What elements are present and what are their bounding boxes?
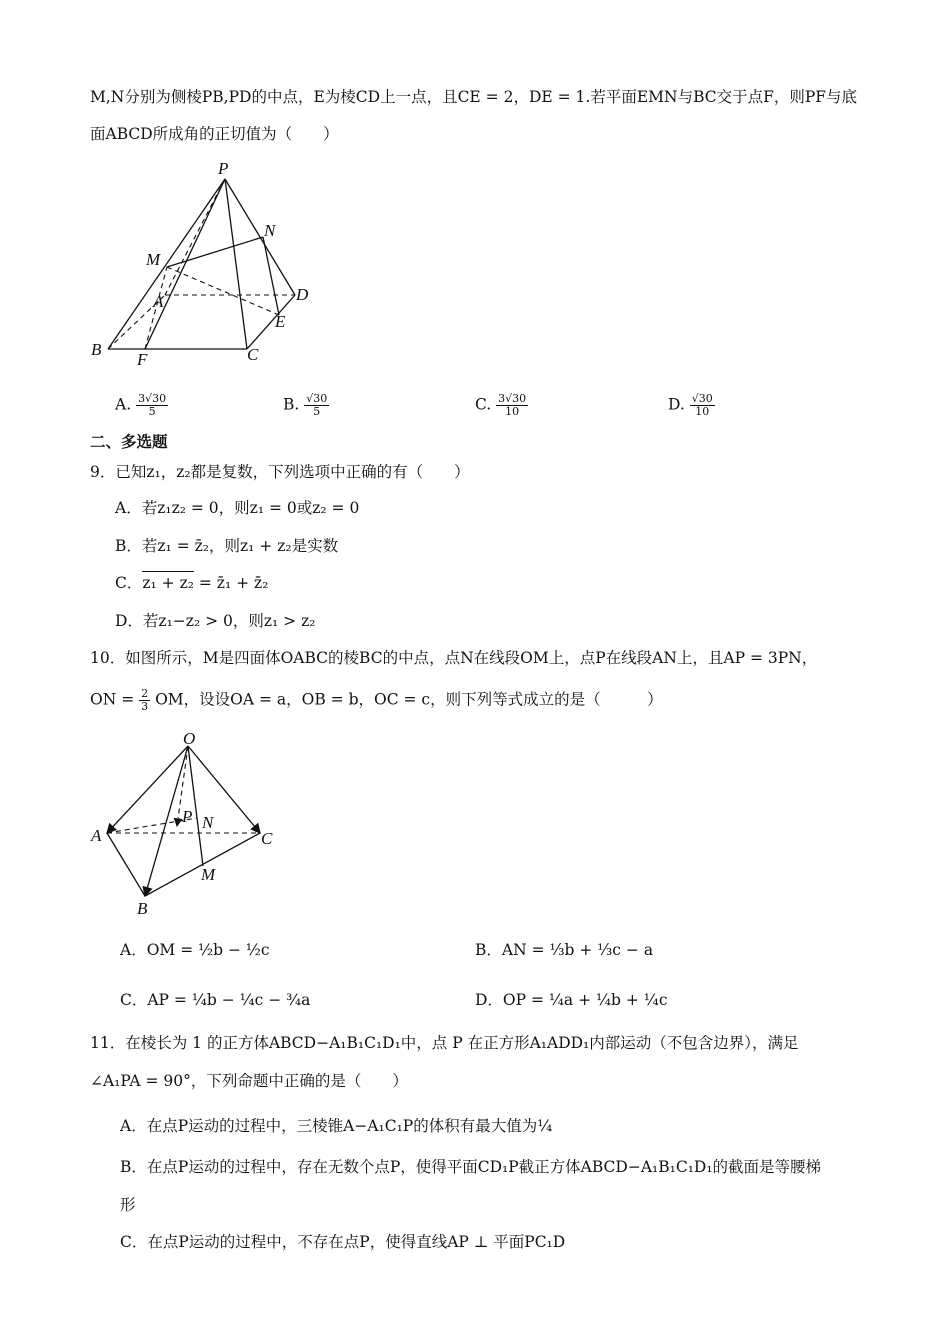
label-F: F bbox=[137, 350, 148, 369]
label-A: A bbox=[153, 292, 164, 311]
label-M2: M bbox=[201, 865, 216, 884]
label-B2: B bbox=[137, 899, 148, 918]
q10-option-c[interactable]: C．AP = ¼b − ¼c − ¾a bbox=[120, 991, 311, 1009]
q8-text-line2: 面ABCD所成角的正切值为（ ） bbox=[90, 125, 339, 143]
label-C2: C bbox=[261, 829, 273, 848]
q9-option-d[interactable]: D．若z₁−z₂ > 0，则z₁ > z₂ bbox=[115, 612, 316, 630]
pyramid-figure bbox=[85, 155, 335, 375]
q10-text-line1: 10．如图所示，M是四面体OABC的棱BC的中点，点N在线段OM上，点P在线段AN上，且AP = 3PN， bbox=[90, 649, 818, 667]
q11-text-line1: 11．在棱长为 1 的正方体ABCD−A₁B₁C₁D₁中，点 P 在正方形A₁ADD₁内部运动（不包含边界），满足 bbox=[90, 1034, 799, 1052]
label-N2: N bbox=[202, 813, 214, 832]
q8-option-c[interactable]: C. $\frac{3√30}{10}$ bbox=[475, 392, 527, 418]
label-N: N bbox=[264, 221, 276, 240]
label-P2: P bbox=[182, 807, 193, 826]
q8-option-b[interactable]: B. $\frac{√30}{5}$ bbox=[283, 392, 328, 418]
q10-option-b[interactable]: B．AN = ⅓b + ⅓c − a bbox=[475, 941, 654, 959]
label-O: O bbox=[183, 729, 196, 748]
label-M: M bbox=[146, 250, 161, 269]
q9-option-b[interactable]: B．若z₁ = z̄₂，则z₁ + z₂是实数 bbox=[115, 537, 339, 555]
tetrahedron-figure bbox=[85, 728, 295, 923]
q11-option-b-cont: 形 bbox=[120, 1196, 136, 1214]
label-A2: A bbox=[91, 826, 102, 845]
label-B: B bbox=[91, 340, 102, 359]
q9-option-a[interactable]: A．若z₁z₂ = 0，则z₁ = 0或z₂ = 0 bbox=[115, 499, 360, 517]
section-title-multi-choice: 二、多选题 bbox=[90, 433, 168, 451]
label-E: E bbox=[275, 312, 286, 331]
q11-option-b[interactable]: B．在点P运动的过程中，存在无数个点P，使得平面CD₁P截正方体ABCD−A₁B₁C₁D₁的截面是等腰梯 bbox=[120, 1158, 822, 1176]
q11-option-a[interactable]: A．在点P运动的过程中，三棱锥A−A₁C₁P的体积有最大值为¼ bbox=[120, 1117, 553, 1135]
label-P: P bbox=[218, 159, 229, 178]
q11-option-c[interactable]: C．在点P运动的过程中，不存在点P，使得直线AP ⊥ 平面PC₁D bbox=[120, 1233, 566, 1251]
label-D: D bbox=[296, 285, 309, 304]
q8-text-line1: M,N分别为侧棱PB,PD的中点，E为棱CD上一点，且CE = 2，DE = 1.若平面EMN与BC交于点F，则PF与底 bbox=[90, 88, 858, 106]
q10-option-d[interactable]: D．OP = ¼a + ¼b + ¼c bbox=[475, 991, 668, 1009]
conjugate-bar bbox=[142, 571, 194, 572]
q10-text-line2: ON = $\frac{2}{3}$ OM，设设OA = a，OB = b，OC = c，则下列等式成立的是（ ） bbox=[90, 687, 663, 713]
q8-option-a[interactable]: A. $\frac{3√30}{5}$ bbox=[115, 392, 167, 418]
label-C: C bbox=[247, 345, 259, 364]
q10-option-a[interactable]: A．OM = ½b − ½c bbox=[120, 941, 270, 959]
q9-stem: 9．已知z₁，z₂都是复数，下列选项中正确的有（ ） bbox=[90, 463, 470, 481]
q11-text-line2: ∠A₁PA = 90°，下列命题中正确的是（ ） bbox=[90, 1072, 408, 1090]
q9-option-c[interactable]: C．z₁ + z₂ = z̄₁ + z̄₂ bbox=[115, 574, 269, 592]
q8-option-d[interactable]: D. $\frac{√30}{10}$ bbox=[668, 392, 713, 418]
